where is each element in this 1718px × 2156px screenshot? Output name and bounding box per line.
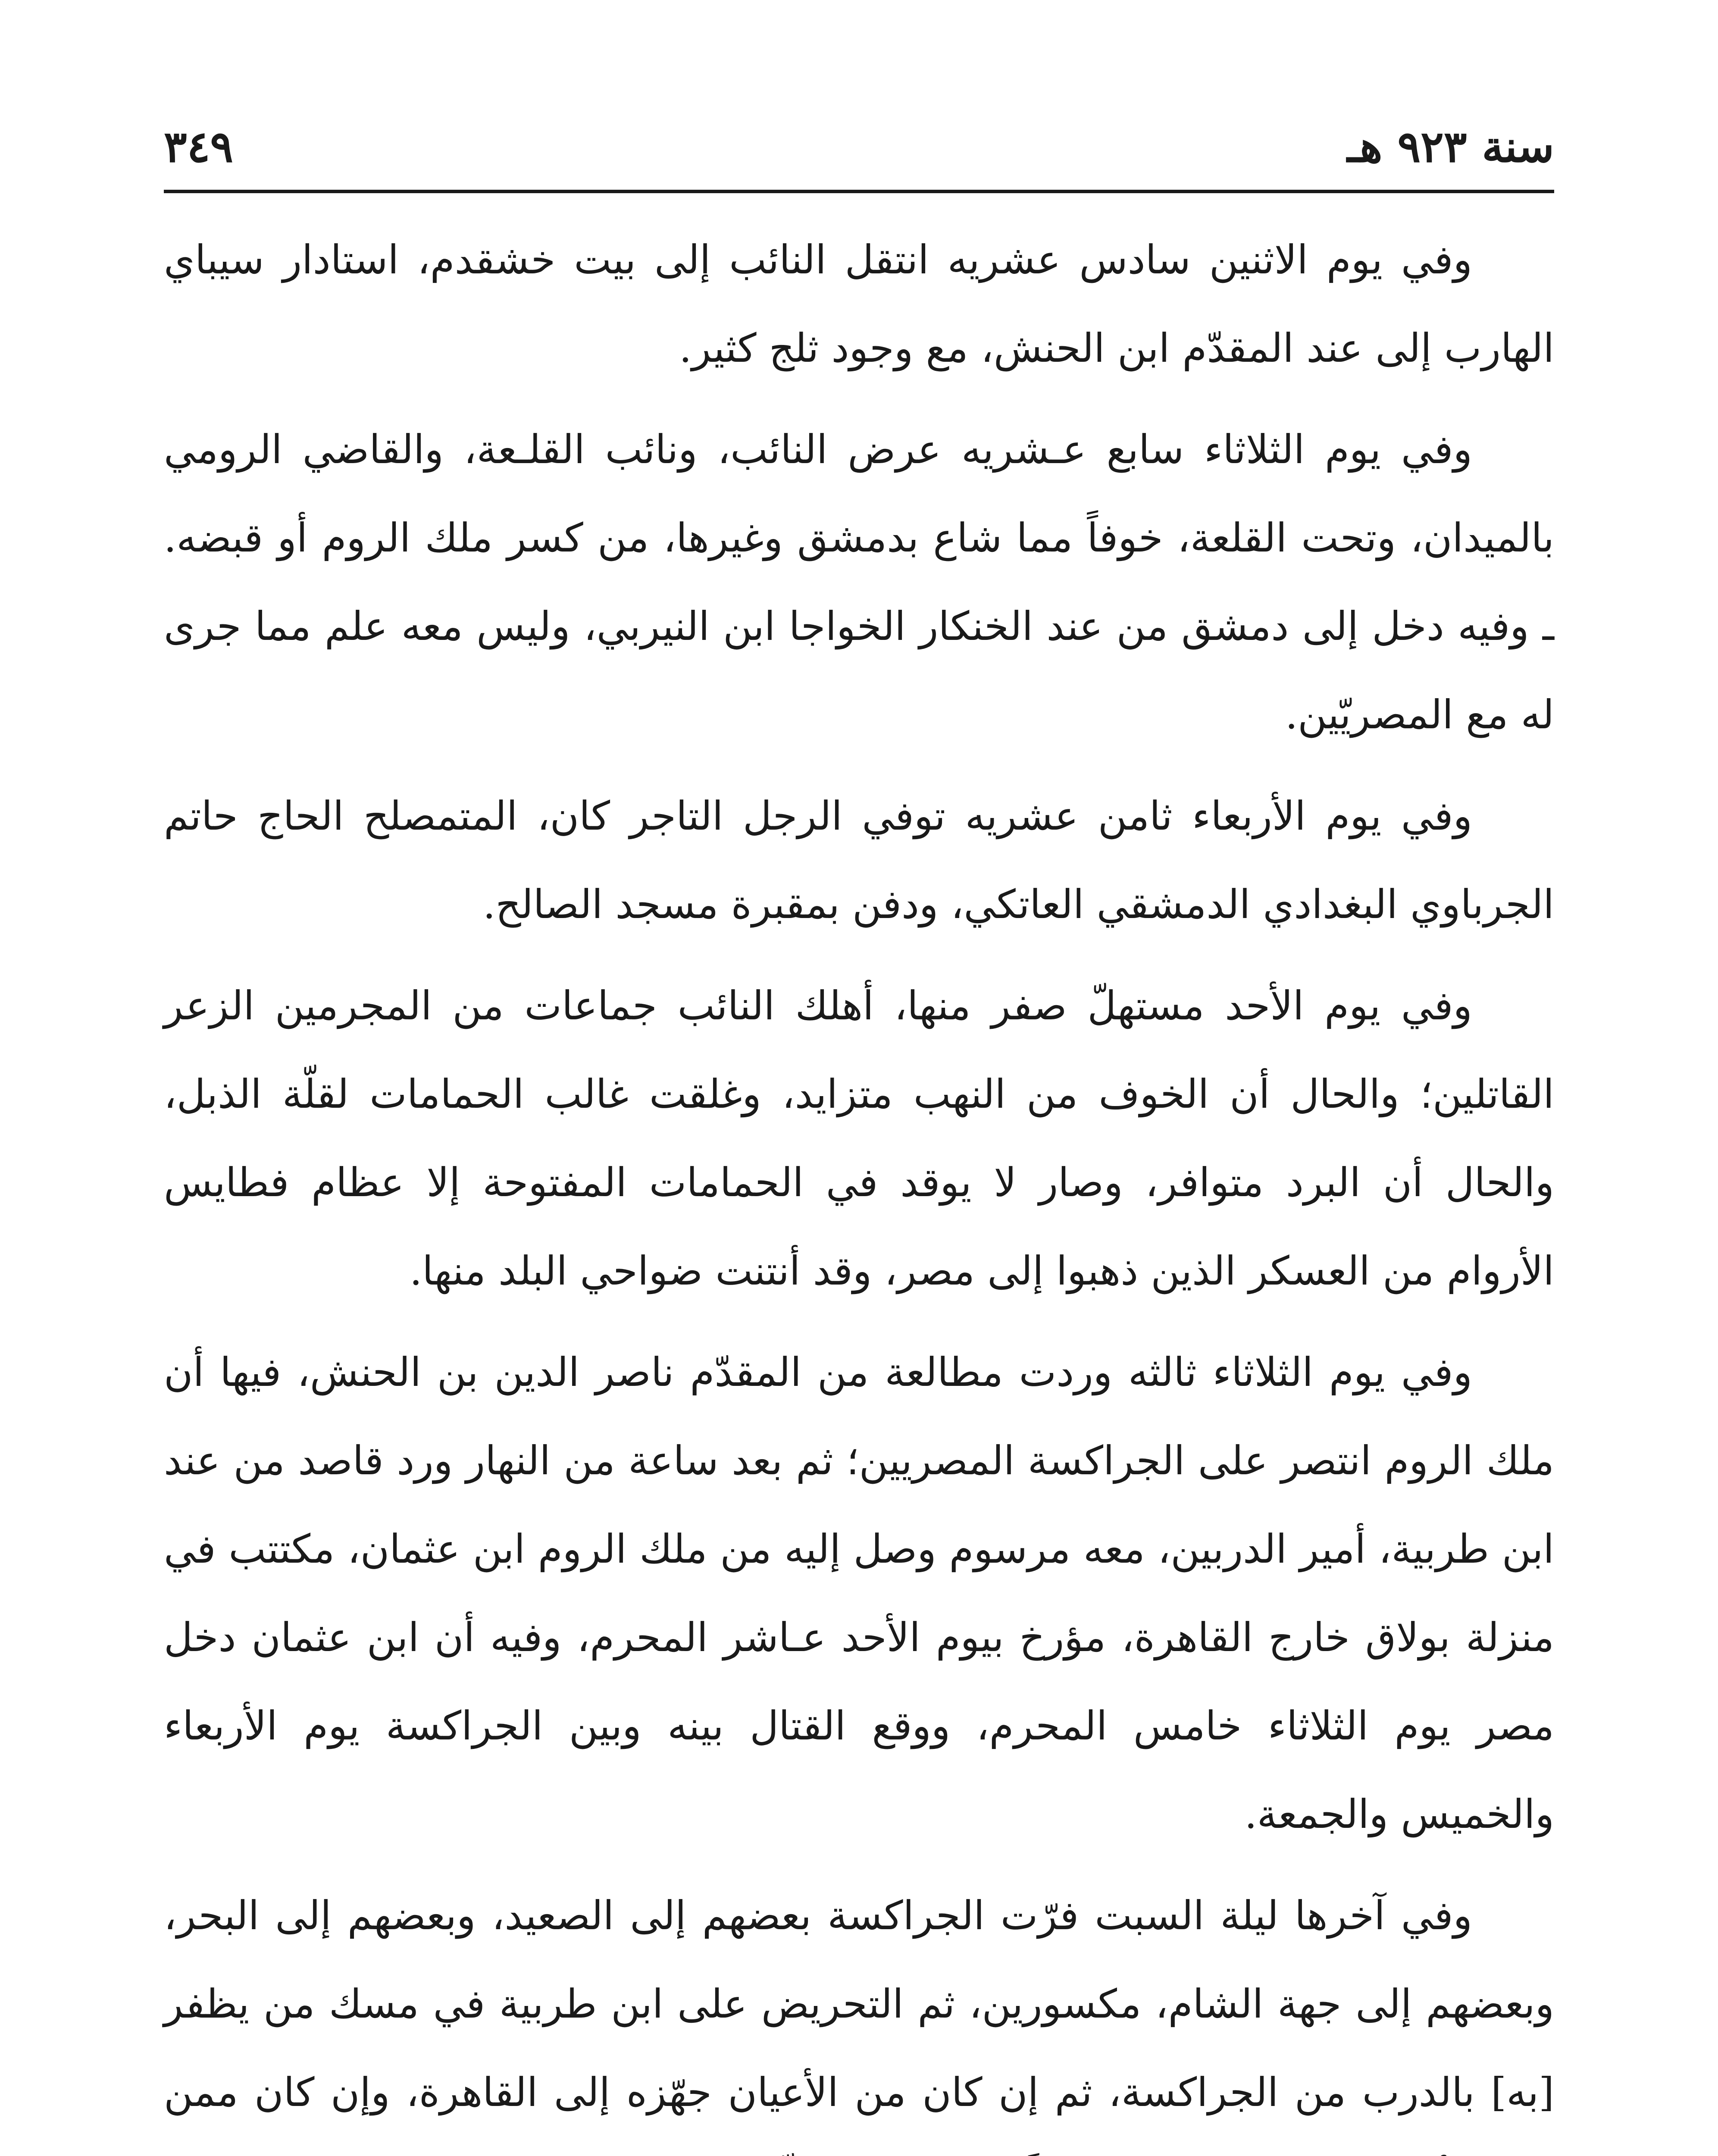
- page-header: [164, 108, 1554, 181]
- paragraph: وفي يوم الثلاثاء سابع عـشريه عرض النائب، ونائب القلـعة، والقاضي الرومي بالميدان، وتحت القلعة، خوفاً مما شاع بدمشق وغيرها، من كسر ملك الروم أو قبضه. ـ وفيه دخل إلى دمشق من عند الخنكار الخواجا ابن النيربي، وليس معه علم مما جرى له مع المصريّين.: [164, 426, 1554, 738]
- paragraph: وفي يوم الأحد مستهلّ صفر منها، أهلك النائب جماعات من المجرمين الزعر القاتلين؛ والحال أن الخوف من النهب متزايد، وغلقت غالب الحمامات لقلّة الذبل، والحال أن البرد متوافر، وصار لا يوقد في الحمامات المفتوحة إلا عظام فطايس الأروام من العسكر الذين ذهبوا إلى مصر، وقد أنتنت ضواحي البلد منها.: [164, 983, 1554, 1294]
- paragraph: وفي يوم الثلاثاء ثالثه وردت مطالعة من المقدّم ناصر الدين بن الحنش، فيها أن ملك الروم انتصر على الجراكسة المصريين؛ ثم بعد ساعة من النهار ورد قاصد من عند ابن طربية، أمير الدربين، معه مرسوم وصل إليه من ملك الروم ابن عثمان، مكتتب في منزلة بولاق خارج القاهرة، مؤرخ بيوم الأحد عـاشر المحرم، وفيه أن ابن عثمان دخل مصر يوم الثلاثاء خامس المحرم، ووقع القتال بينه وبين الجراكسة يوم الأربعاء والخميس والجمعة.: [164, 1349, 1554, 1837]
- paragraph: وفي آخرها ليلة السبت فرّت الجراكسة بعضهم إلى الصعيد، وبعضهم إلى البحر، وبعضهم إلى جهة الشام، مكسورين، ثم التحريض على ابن طربية في مسك من يظفر [به] بالدرب من الجراكسة، ثم إن كان من الأعيان جهّزه إلى القاهرة، وإن كان ممن: [164, 1893, 1555, 2115]
- paragraph: وفي يوم الاثنين سادس عشريه انتقل النائب إلى بيت خشقدم، استادار سيباي الهارب إلى عند المقدّم ابن الحنش، مع وجود ثلج كثير.: [164, 237, 1554, 371]
- page-number: ٣٤٩: [164, 121, 234, 172]
- running-head-year: سنة ٩٢٣ هـ: [1347, 121, 1554, 172]
- paragraph: وفي يوم الأربعاء ثامن عشريه توفي الرجل التاجر كان، المتمصلح الحاج حاتم الجرباوي البغدادي الدمشقي العاتكي، ودفن بمقبرة مسجد الصالح.: [164, 793, 1554, 928]
- header-rule: [164, 190, 1554, 193]
- main-text: [164, 216, 1554, 2156]
